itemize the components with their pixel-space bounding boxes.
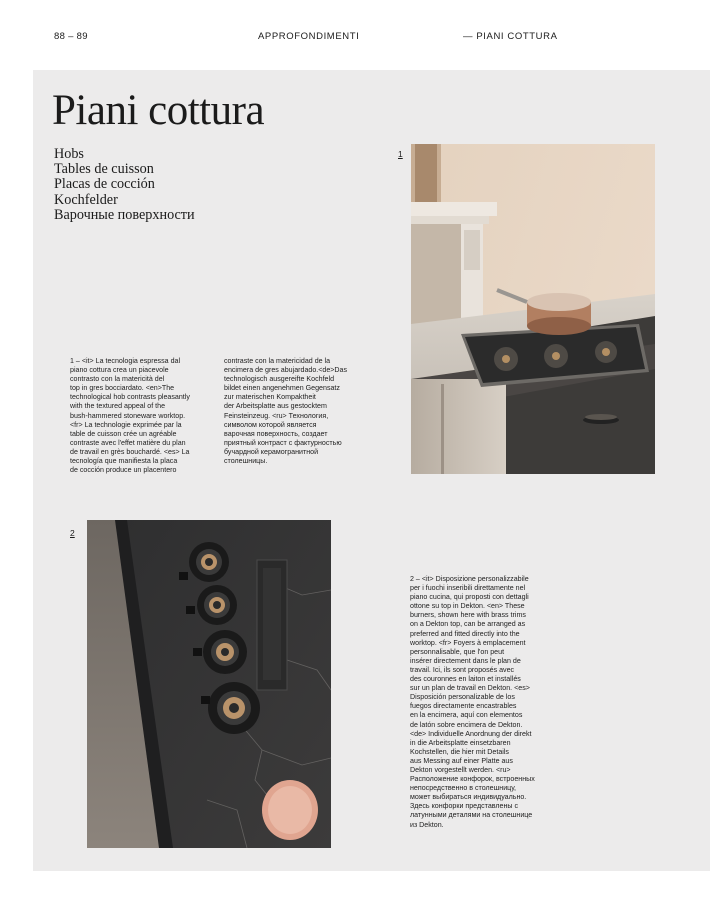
page-title: Piani cottura	[52, 87, 265, 134]
caption-line: preferred and fitted directly into the	[410, 629, 520, 638]
translation-de: Kochfelder	[54, 191, 118, 208]
caption-line: Расположение конфорок, встроенных	[410, 775, 535, 784]
topic-title: — PIANI COTTURA	[463, 31, 558, 42]
figure-1-label: 1	[398, 149, 403, 159]
translation-fr: Tables de cuisson	[54, 161, 154, 178]
caption-line: bush-hammered stoneware worktop.	[70, 411, 186, 420]
caption-line: piano cucina, qui proposti con dettagli	[410, 593, 529, 602]
caption-line: sur un plan de travail en Dekton. <es>	[410, 684, 530, 693]
caption-line: Dekton vorgestellt werden. <ru>	[410, 765, 511, 774]
caption-line: варочная поверхность, создает	[224, 429, 328, 438]
caption-line: из Dekton.	[410, 820, 444, 829]
caption-line: top in gres bocciardato. <en>The	[70, 384, 175, 393]
caption-line: de travail en grès bouchardé. <es> La	[70, 447, 190, 456]
caption-line: insérer directement dans le plan de	[410, 656, 521, 665]
caption-line: может выбираться индивидуально.	[410, 793, 527, 802]
caption-line: contrasto con la matericità del	[70, 375, 165, 384]
page-header	[0, 0, 710, 70]
caption-line: непосредственно в столешницу,	[410, 784, 517, 793]
caption-line: ottone su top in Dekton. <en> These	[410, 602, 525, 611]
caption-2	[410, 575, 535, 830]
caption-line: aus Messing auf einer Platte aus	[410, 756, 513, 765]
caption-line: technological hob contrasts pleasantly	[70, 393, 190, 402]
caption-line: piano cottura crea un piacevole	[70, 366, 169, 375]
caption-line: de latón sobre encimera de Dekton.	[410, 720, 523, 729]
caption-line: per i fuochi inseribili direttamente nel	[410, 584, 526, 593]
translation-en: Hobs	[54, 146, 84, 162]
caption-line: Здесь конфорки представлены с	[410, 802, 518, 811]
burners-photo	[87, 520, 331, 848]
caption-line: <fr> La technologie exprimée par la	[70, 420, 182, 429]
caption-line: Disposición personalizable de los	[410, 693, 515, 702]
caption-line: table de cuisson crée un agréable	[70, 429, 177, 438]
caption-line: бучардной керамогранитной	[224, 447, 319, 456]
caption-line: on a Dekton top, can be arranged as	[410, 620, 526, 629]
caption-line: contraste con la matericidad de la	[224, 357, 331, 365]
caption-line: приятный контраст с фактурностью	[224, 438, 342, 447]
caption-line: bildet einen angenehmen Gegensatz	[224, 384, 340, 393]
caption-line: Feinsteinzeug. <ru> Технология,	[224, 411, 329, 420]
caption-line: in die Arbeitsplatte einsetzbaren	[410, 738, 511, 747]
translation-ru: Варочные поверхности	[54, 206, 195, 223]
section-title: APPROFONDIMENTI	[258, 31, 360, 42]
caption-line: fuegos directamente encastrables	[410, 702, 517, 711]
caption-line: encimera de gres abujardado.<de>Das	[224, 366, 348, 375]
caption-line: 2 – <it> Disposizione personalizzabile	[410, 575, 529, 583]
caption-1-col-1	[70, 357, 190, 475]
caption-line: contraste avec l'effet matière du plan	[70, 438, 186, 447]
caption-line: латунными деталями на столешнице	[410, 811, 533, 820]
caption-line: with the textured appeal of the	[70, 402, 166, 411]
caption-line: столешницы.	[224, 457, 268, 466]
caption-line: travail. Ici, ils sont proposés avec	[410, 665, 515, 674]
kitchen-hob-photo	[411, 144, 655, 474]
caption-line: de cocción produce un placentero	[70, 466, 177, 475]
caption-line: <de> Individuelle Anordnung der direkt	[410, 729, 532, 738]
title-translations	[54, 147, 195, 223]
caption-line: worktop. <fr> Foyers à emplacement	[410, 638, 526, 647]
caption-1-col-2	[224, 357, 347, 466]
caption-line: tecnología que manifiesta la placa	[70, 457, 178, 466]
caption-line: personnalisable, que l'on peut	[410, 647, 505, 656]
caption-line: en la encimera, aquí con elementos	[410, 711, 523, 720]
caption-line: zur materischen Kompaktheit	[224, 393, 316, 402]
caption-line: burners, shown here with brass trims	[410, 611, 526, 620]
caption-line: der Arbeitsplatte aus gestocktem	[224, 402, 327, 411]
caption-line: 1 – <it> La tecnologia espressa dal	[70, 357, 181, 365]
translation-es: Placas de cocción	[54, 176, 155, 193]
caption-line: символом которой является	[224, 420, 317, 429]
caption-line: Kochstellen, die hier mit Details	[410, 747, 509, 756]
page-numbers: 88 – 89	[54, 31, 88, 42]
figure-2-label: 2	[70, 528, 75, 538]
caption-line: technologisch ausgereifte Kochfeld	[224, 375, 335, 384]
caption-line: des couronnes en laiton et installés	[410, 675, 521, 684]
